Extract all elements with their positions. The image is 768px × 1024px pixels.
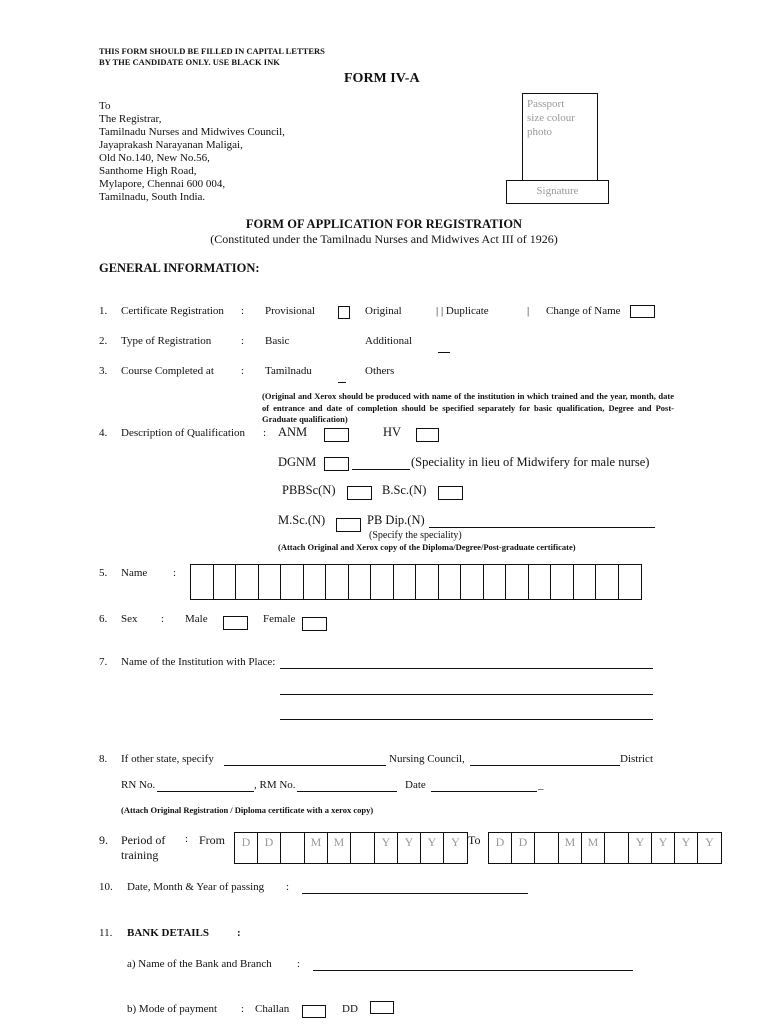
- q9-number: 9.: [99, 833, 108, 847]
- rn-line[interactable]: [157, 791, 254, 792]
- q6-number: 6.: [99, 613, 108, 625]
- q8-attach-note: (Attach Original Registration / Diploma certificate with a xerox copy): [121, 805, 374, 815]
- date-cell[interactable]: Y: [705, 835, 714, 849]
- date-cell[interactable]: M: [559, 833, 582, 863]
- date-cell[interactable]: [281, 833, 305, 863]
- bank-name-line[interactable]: [313, 970, 633, 971]
- bsc-checkbox[interactable]: [438, 486, 463, 500]
- date-cell[interactable]: Y: [675, 833, 698, 863]
- dgnm-checkbox[interactable]: [324, 457, 349, 471]
- q8-label: If other state, specify: [121, 753, 214, 765]
- q5-label: Name: [121, 567, 148, 579]
- date-cell[interactable]: Y: [629, 833, 652, 863]
- provisional-checkbox[interactable]: [338, 306, 350, 319]
- nursing-council-line[interactable]: [470, 765, 620, 766]
- q1-label: Certificate Registration: [121, 305, 224, 317]
- q4-label: Description of Qualification: [121, 427, 246, 439]
- q1-colon: :: [241, 305, 245, 317]
- application-title: FORM OF APPLICATION FOR REGISTRATION: [245, 217, 523, 231]
- name-cell[interactable]: [304, 565, 327, 599]
- bsc-label: B.Sc.(N): [382, 483, 427, 497]
- other-state-line[interactable]: [224, 765, 386, 766]
- name-cell[interactable]: [529, 565, 552, 599]
- q6-label: Sex: [121, 613, 138, 625]
- q4-colon: :: [263, 427, 267, 439]
- date-dash: _: [538, 779, 544, 791]
- name-cell[interactable]: [281, 565, 304, 599]
- name-cell[interactable]: [461, 565, 484, 599]
- institution-line-2[interactable]: [280, 694, 653, 695]
- bank-name-label: a) Name of the Bank and Branch: [127, 958, 272, 970]
- specify-speciality: (Specify the speciality): [369, 530, 462, 541]
- additional-label: Additional: [365, 335, 413, 347]
- q5-number: 5.: [99, 567, 108, 579]
- q2-label: Type of Registration: [121, 335, 212, 347]
- application-subtitle: (Constituted under the Tamilnadu Nurses and Midwives Act III of 1926): [210, 232, 558, 246]
- name-cell[interactable]: [326, 565, 349, 599]
- rm-line[interactable]: [297, 791, 397, 792]
- q1-number: 1.: [99, 305, 108, 317]
- institution-line-1[interactable]: [280, 668, 653, 669]
- pbbsc-label: PBBSc(N): [282, 483, 336, 497]
- address-line: Tamilnadu, South India.: [99, 191, 206, 203]
- from-label: From: [199, 833, 226, 847]
- name-cell[interactable]: [551, 565, 574, 599]
- dd-checkbox[interactable]: [370, 1001, 394, 1014]
- q9-label-line2: training: [121, 848, 159, 862]
- name-cell[interactable]: [619, 565, 642, 599]
- photo-label: Passport size colour photo: [527, 98, 575, 138]
- date-cell[interactable]: [605, 833, 629, 863]
- q2-number: 2.: [99, 335, 108, 347]
- q9-label-line1: Period of: [121, 833, 166, 847]
- change-of-name-checkbox[interactable]: [630, 305, 655, 318]
- district-label: District: [620, 753, 653, 765]
- date-cell[interactable]: Y: [451, 835, 460, 849]
- date-cell[interactable]: D: [235, 833, 258, 863]
- tamilnadu-mark[interactable]: [338, 382, 346, 383]
- from-date-grid[interactable]: [234, 832, 468, 864]
- to-date-grid[interactable]: [488, 832, 722, 864]
- basic-label: Basic: [265, 335, 290, 347]
- original-label: Original: [365, 305, 402, 317]
- instruction-line-2: BY THE CANDIDATE ONLY. USE BLACK INK: [99, 57, 280, 67]
- date-cell[interactable]: [351, 833, 375, 863]
- rm-label: , RM No.: [254, 779, 296, 791]
- dgnm-label: DGNM: [278, 455, 317, 469]
- address-line: Jayaprakash Narayanan Maligai,: [99, 139, 243, 151]
- passing-date-line[interactable]: [302, 893, 528, 894]
- q7-label: Name of the Institution with Place:: [121, 656, 276, 668]
- q7-number: 7.: [99, 656, 108, 668]
- section-heading: GENERAL INFORMATION:: [99, 261, 260, 275]
- q5-colon: :: [173, 567, 177, 579]
- address-line: Santhome High Road,: [99, 165, 197, 177]
- speciality-label: (Speciality in lieu of Midwifery for male nurse): [411, 455, 650, 469]
- address-line: To: [99, 100, 111, 112]
- form-title: FORM IV-A: [344, 71, 420, 86]
- pbbsc-checkbox[interactable]: [347, 486, 372, 500]
- name-cell[interactable]: [191, 565, 214, 599]
- date-cell[interactable]: [535, 833, 559, 863]
- payment-mode-label: b) Mode of payment: [127, 1003, 218, 1015]
- address-line: The Registrar,: [99, 113, 162, 125]
- nursing-council-label: Nursing Council,: [389, 753, 465, 765]
- q8-number: 8.: [99, 753, 108, 765]
- tamilnadu-label: Tamilnadu: [265, 365, 312, 377]
- q3-number: 3.: [99, 365, 108, 377]
- challan-label: Challan: [255, 1003, 290, 1015]
- name-cell[interactable]: [259, 565, 282, 599]
- address-line: Mylapore, Chennai 600 004,: [99, 178, 226, 190]
- photo-box[interactable]: [522, 93, 598, 181]
- name-cell[interactable]: [416, 565, 439, 599]
- date-cell[interactable]: Y: [375, 833, 398, 863]
- hv-label: HV: [383, 425, 402, 439]
- hv-checkbox[interactable]: [416, 428, 439, 442]
- payment-mode-colon: :: [241, 1003, 245, 1015]
- date-cell[interactable]: M: [305, 833, 328, 863]
- name-cell[interactable]: [371, 565, 394, 599]
- q4-attach-note: (Attach Original and Xerox copy of the Diploma/Degree/Post-graduate certificate): [278, 542, 576, 552]
- address-line: Old No.140, New No.56,: [99, 152, 210, 164]
- female-checkbox[interactable]: [302, 617, 327, 631]
- msc-checkbox[interactable]: [336, 518, 361, 532]
- instruction-line-1: THIS FORM SHOULD BE FILLED IN CAPITAL LETTERS: [99, 46, 325, 56]
- date-cell[interactable]: Y: [421, 833, 444, 863]
- q4-note: (Original and Xerox should be produced with name of the institution in which trained and the year, month, date of entrance and date of completion should be specified separately for basic qualification, Degree and Post-Graduate qualification): [262, 391, 674, 424]
- q6-colon: :: [161, 613, 165, 625]
- additional-mark[interactable]: [438, 352, 450, 353]
- anm-label: ANM: [278, 425, 308, 439]
- change-of-name-label: Change of Name: [546, 305, 621, 317]
- msc-label: M.Sc.(N): [278, 513, 326, 527]
- date-cell[interactable]: M: [582, 833, 605, 863]
- name-cell[interactable]: [349, 565, 372, 599]
- date-label: Date: [405, 779, 426, 791]
- q2-colon: :: [241, 335, 245, 347]
- name-cell[interactable]: [574, 565, 597, 599]
- institution-line-3[interactable]: [280, 719, 653, 720]
- date-cell[interactable]: Y: [652, 833, 675, 863]
- q10-colon: :: [286, 881, 290, 893]
- name-cell[interactable]: [596, 565, 619, 599]
- bank-name-colon: :: [297, 958, 301, 970]
- pbdip-label: PB Dip.(N): [367, 513, 425, 527]
- address-line: Tamilnadu Nurses and Midwives Council,: [99, 126, 285, 138]
- male-label: Male: [185, 613, 208, 625]
- date-line[interactable]: [431, 791, 537, 792]
- name-cell[interactable]: [506, 565, 529, 599]
- duplicate-label: | | Duplicate: [436, 305, 489, 317]
- name-cell[interactable]: [484, 565, 507, 599]
- male-checkbox[interactable]: [223, 616, 248, 630]
- name-cell[interactable]: [394, 565, 417, 599]
- address-block: [99, 100, 285, 204]
- date-cell[interactable]: Y: [398, 833, 421, 863]
- q11-number: 11.: [99, 927, 113, 939]
- q3-label: Course Completed at: [121, 365, 214, 377]
- dd-label: DD: [342, 1003, 358, 1015]
- q10-number: 10.: [99, 881, 113, 893]
- name-cell[interactable]: [236, 565, 259, 599]
- speciality-line[interactable]: [352, 469, 410, 470]
- name-cell[interactable]: [439, 565, 462, 599]
- provisional-label: Provisional: [265, 305, 316, 317]
- name-grid[interactable]: [190, 564, 642, 600]
- female-label: Female: [263, 613, 296, 625]
- date-cell[interactable]: D: [258, 833, 281, 863]
- q11-label: BANK DETAILS: [127, 927, 210, 939]
- signature-box[interactable]: [506, 180, 609, 204]
- signature-label: Signature: [536, 185, 579, 197]
- q4-number: 4.: [99, 427, 108, 439]
- anm-checkbox[interactable]: [324, 428, 349, 442]
- to-label: To: [468, 833, 481, 847]
- others-label: Others: [365, 365, 395, 377]
- q11-colon: :: [237, 927, 241, 939]
- date-cell[interactable]: D: [489, 833, 512, 863]
- q3-colon: :: [241, 365, 245, 377]
- date-cell[interactable]: M: [328, 833, 351, 863]
- date-cell[interactable]: D: [512, 833, 535, 863]
- q10-label: Date, Month & Year of passing: [127, 881, 265, 893]
- name-cell[interactable]: [214, 565, 237, 599]
- pbdip-line[interactable]: [429, 527, 655, 528]
- challan-checkbox[interactable]: [302, 1005, 326, 1018]
- q9-colon: :: [185, 833, 189, 845]
- rn-label: RN No.: [121, 779, 156, 791]
- separator: |: [527, 305, 530, 317]
